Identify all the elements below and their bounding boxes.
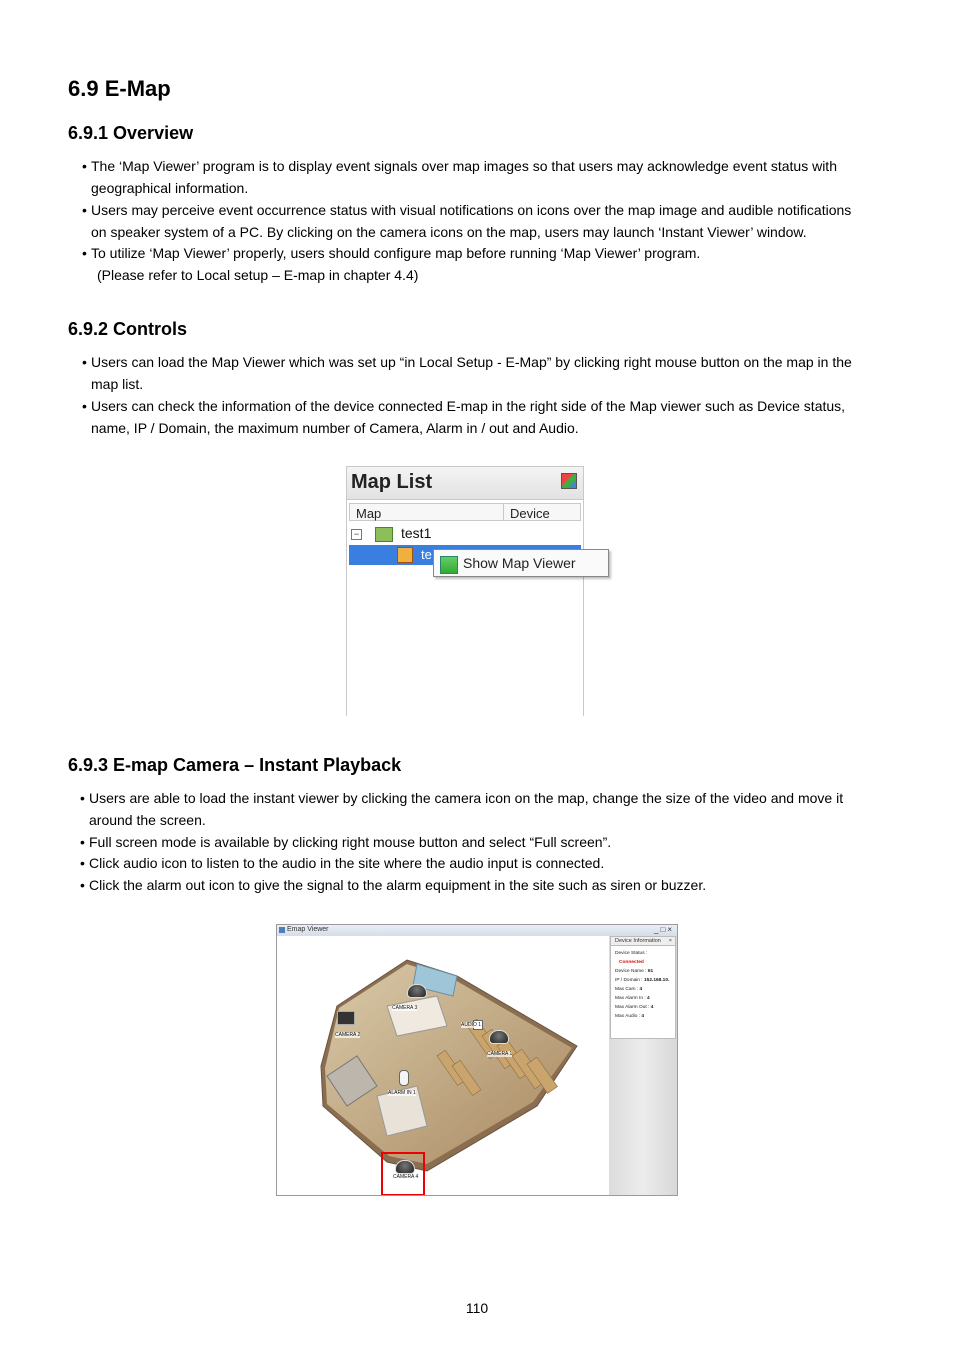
camera-icon[interactable] xyxy=(489,1030,509,1044)
page-heading: 6.9 E-Map xyxy=(68,76,171,101)
camera-icon[interactable] xyxy=(407,984,427,998)
max-alarm-in-row: Max Alarm In : 4 xyxy=(615,996,650,1001)
device-name-row: Device Name : 61 xyxy=(615,969,654,974)
map-folder-icon xyxy=(375,527,393,542)
max-cam-row: Max Cam : 4 xyxy=(615,987,643,992)
window-icon xyxy=(279,927,285,933)
map-list-screenshot xyxy=(346,466,584,716)
list-item: • To utilize ‘Map Viewer’ properly, users should configure map before running ‘Map Viewer’ program. xyxy=(82,245,701,261)
audio1-label: AUDIO 1 xyxy=(461,1022,482,1028)
device-status-label: Device Status : xyxy=(615,951,648,956)
list-item: • Click the alarm out icon to give the signal to the alarm equipment in the site such as siren or buzzer. xyxy=(80,877,707,893)
camera4-label: CAMERA 4 xyxy=(393,1174,419,1180)
list-item: • The ‘Map Viewer’ program is to display event signals over map images so that users may acknowledge event status with geographical information. xyxy=(82,158,837,196)
list-item: • Users can check the information of the device connected E-map in the right side of the Map viewer such as Device status, name, IP / Domain, the maximum number of Camera, Alarm in / out and Audio. xyxy=(82,398,846,436)
floor-plan-image xyxy=(277,936,609,1195)
device-info-header xyxy=(611,937,675,946)
camera2-label: CAMERA 2 xyxy=(335,1032,361,1038)
window-controls[interactable]: _□× xyxy=(654,925,674,934)
viewer-title: Emap Viewer xyxy=(287,926,329,933)
map-viewer-icon xyxy=(440,556,458,574)
max-audio-row: Max Audio : 4 xyxy=(615,1014,645,1019)
floor-plan-map xyxy=(277,936,609,1195)
device-status-value: Connected xyxy=(619,960,644,965)
emap-viewer-screenshot xyxy=(276,924,678,1196)
device-info-title: Device Information xyxy=(615,938,661,944)
alarm-in1-label: ALARM IN 1 xyxy=(388,1090,416,1096)
section-title-overview: 6.9.1 Overview xyxy=(68,123,194,143)
reference-note: (Please refer to Local setup – E-map in chapter 4.4) xyxy=(97,267,419,283)
section-title-instant-playback: 6.9.3 E-map Camera – Instant Playback xyxy=(68,755,402,775)
list-item: • Full screen mode is available by clicking right mouse button and select “Full screen”. xyxy=(80,834,612,850)
tree-item-test1[interactable]: test1 xyxy=(401,525,432,541)
alarm-in-icon[interactable] xyxy=(399,1070,409,1086)
show-map-viewer-menu-item[interactable]: Show Map Viewer xyxy=(463,555,576,571)
list-item: • Click audio icon to listen to the audio in the site where the audio input is connected. xyxy=(80,855,605,871)
column-header-device[interactable]: Device xyxy=(503,503,581,521)
camera3-label: CAMERA 3 xyxy=(392,1005,418,1011)
pin-icon[interactable] xyxy=(561,473,577,489)
camera1-label: CAMERA 1 xyxy=(487,1051,513,1057)
close-icon[interactable]: × xyxy=(668,938,672,944)
map-list-title: Map List xyxy=(351,471,433,493)
list-item: • Users can load the Map Viewer which was set up “in Local Setup - E-Map” by clicking right mouse button on the map in the map list. xyxy=(82,354,852,392)
device-info-sidebar xyxy=(609,936,677,1195)
tree-item-selected-label: te xyxy=(421,547,432,562)
page-number: 110 xyxy=(465,1300,489,1316)
highlight-box xyxy=(381,1152,425,1196)
list-item: • Users are able to load the instant viewer by clicking the camera icon on the map, change the size of the video and move it around the screen. xyxy=(80,790,844,828)
map-icon xyxy=(397,547,413,563)
device-info-panel xyxy=(610,936,676,1039)
collapse-icon[interactable]: − xyxy=(351,529,362,540)
map-list-header xyxy=(347,467,583,500)
context-menu xyxy=(433,549,609,577)
camera2-device-icon[interactable] xyxy=(337,1011,355,1025)
ip-row: IP / Domain : 152.168.10. xyxy=(615,978,670,983)
list-item: • Users may perceive event occurrence status with visual notifications on icons over the map image and audible notifications on speaker system of a PC. By clicking on the camera icons on the map, users may launch ‘Instant Viewer’ window. xyxy=(82,202,852,240)
column-header-map[interactable]: Map xyxy=(349,503,504,521)
section-title-controls: 6.9.2 Controls xyxy=(68,319,188,339)
max-alarm-out-row: Max Alarm Out : 4 xyxy=(615,1005,654,1010)
